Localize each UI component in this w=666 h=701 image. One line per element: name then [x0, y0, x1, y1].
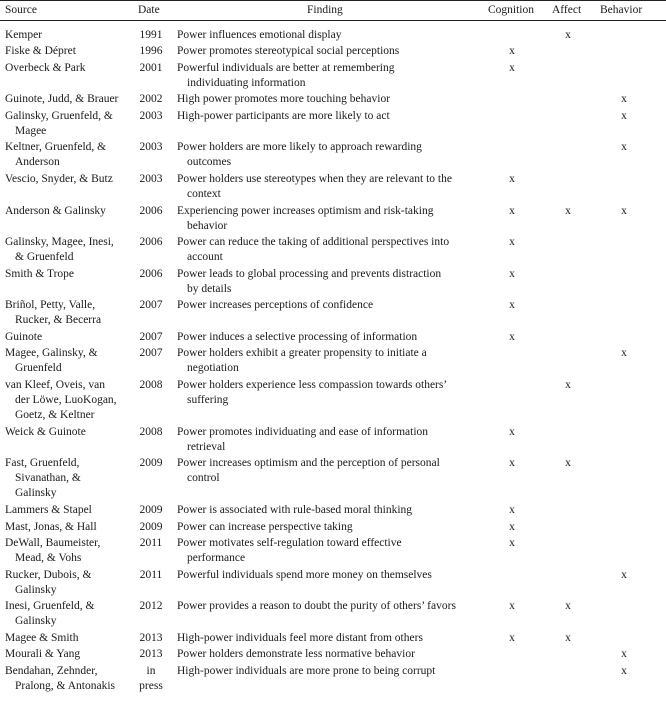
date-cell — [130, 92, 172, 107]
finding-line: behavior — [187, 219, 228, 232]
finding-line: Power holders demonstrate less normative behavior — [177, 648, 415, 661]
date-line: 2002 — [139, 93, 163, 106]
source-line: Magee, Galinsky, & — [5, 347, 98, 360]
source-line: Gruenfeld — [15, 362, 62, 375]
date-line: 2003 — [139, 109, 163, 122]
source-cell — [5, 172, 133, 187]
date-cell — [130, 456, 172, 471]
date-cell — [130, 44, 172, 59]
source-line: Goetz, & Keltner — [15, 409, 95, 421]
cognition-mark: x — [509, 173, 515, 185]
source-cell — [5, 204, 133, 219]
source-line: Smith & Trope — [5, 267, 75, 280]
finding-cell — [177, 298, 477, 313]
finding-line: Powerful individuals are better at remembering — [177, 61, 395, 74]
finding-cell — [177, 536, 477, 566]
finding-line: context — [187, 188, 221, 200]
finding-cell — [177, 631, 477, 646]
date-cell — [130, 631, 172, 646]
source-line: & Gruenfeld — [15, 251, 74, 264]
source-cell — [5, 44, 133, 59]
source-line: Galinsky — [15, 487, 57, 500]
source-cell — [5, 235, 133, 265]
behavior-mark: x — [621, 109, 627, 122]
finding-cell — [177, 664, 477, 679]
source-line: Inesi, Gruenfeld, & — [5, 600, 95, 613]
finding-line: suffering — [187, 394, 229, 406]
source-line: Magee & Smith — [5, 631, 79, 644]
finding-line: Power leads to global processing and prevents distraction — [177, 267, 442, 280]
source-cell — [5, 61, 133, 76]
date-line: 2009 — [139, 520, 163, 533]
date-cell — [130, 172, 172, 187]
date-cell — [130, 536, 172, 551]
cognition-mark: x — [509, 537, 515, 549]
header-finding: Finding — [307, 4, 343, 16]
source-line: Anderson — [15, 156, 60, 169]
source-cell — [5, 664, 133, 694]
source-line: Guinote — [5, 331, 43, 343]
finding-cell — [177, 378, 477, 408]
source-line: Galinsky, Gruenfeld, & — [5, 109, 113, 122]
affect-mark: x — [565, 600, 571, 613]
affect-mark: x — [565, 29, 571, 41]
source-line: der Löwe, LuoKogan, — [15, 394, 117, 406]
source-cell — [5, 568, 133, 598]
finding-cell — [177, 235, 477, 265]
source-cell — [5, 140, 133, 170]
affect-mark: x — [565, 379, 571, 391]
source-line: Kemper — [5, 29, 43, 41]
finding-cell — [177, 140, 477, 170]
cognition-mark: x — [509, 631, 515, 644]
source-cell — [5, 647, 133, 662]
source-line: Vescio, Snyder, & Butz — [5, 173, 113, 185]
behavior-mark: x — [621, 204, 627, 217]
source-line: Galinsky — [15, 615, 57, 628]
finding-line: Power provides a reason to doubt the purity of others’ favors — [177, 600, 456, 613]
finding-cell — [177, 568, 477, 583]
date-cell — [130, 28, 172, 43]
source-line: Anderson & Galinsky — [5, 204, 106, 217]
source-cell — [5, 92, 133, 107]
date-line: 1996 — [139, 45, 163, 58]
cognition-mark: x — [509, 267, 515, 280]
date-line: 2008 — [139, 379, 163, 391]
finding-line: Power holders are more likely to approach rewarding — [177, 141, 422, 154]
cognition-mark: x — [509, 504, 515, 517]
date-cell — [130, 61, 172, 76]
finding-cell — [177, 599, 477, 614]
source-line: Sivanathan, & — [15, 472, 81, 485]
finding-line: negotiation — [187, 362, 239, 375]
finding-line: High power promotes more touching behavior — [177, 93, 391, 106]
finding-line: Power increases perceptions of confidence — [177, 299, 374, 312]
date-cell — [130, 520, 172, 535]
cognition-mark: x — [509, 45, 515, 58]
date-line: 2008 — [139, 425, 163, 438]
source-cell — [5, 109, 133, 139]
cognition-mark: x — [509, 425, 515, 438]
source-line: Briñol, Petty, Valle, — [5, 299, 96, 312]
date-line: 2009 — [139, 504, 163, 517]
behavior-mark: x — [621, 93, 627, 106]
source-cell — [5, 503, 133, 518]
date-line: 2013 — [139, 631, 163, 644]
date-cell — [130, 568, 172, 583]
source-cell — [5, 520, 133, 535]
finding-line: retrieval — [187, 440, 226, 453]
finding-cell — [177, 44, 477, 59]
date-cell — [130, 647, 172, 662]
cognition-mark: x — [509, 61, 515, 74]
date-cell — [130, 109, 172, 124]
date-line: 2009 — [139, 457, 163, 470]
date-line: press — [139, 679, 163, 692]
finding-line: by details — [187, 282, 232, 295]
finding-line: outcomes — [187, 156, 232, 169]
source-cell — [5, 267, 133, 282]
date-line: 2006 — [139, 236, 163, 249]
date-line: 2003 — [139, 173, 163, 185]
source-cell — [5, 599, 133, 629]
finding-line: Power induces a selective processing of information — [177, 331, 418, 343]
finding-line: Power promotes stereotypical social perceptions — [177, 45, 400, 58]
date-cell — [130, 378, 172, 393]
header-behavior: Behavior — [600, 4, 643, 16]
top-rule — [0, 0, 666, 1]
date-cell — [130, 346, 172, 361]
source-line: Bendahan, Zehnder, — [5, 664, 98, 677]
finding-cell — [177, 330, 477, 345]
finding-line: Power can reduce the taking of additional perspectives into — [177, 236, 450, 249]
header-date: Date — [138, 4, 160, 16]
finding-cell — [177, 503, 477, 518]
source-line: Fast, Gruenfeld, — [5, 457, 80, 470]
finding-cell — [177, 61, 477, 91]
behavior-mark: x — [621, 648, 627, 661]
source-cell — [5, 631, 133, 646]
finding-cell — [177, 172, 477, 202]
cognition-mark: x — [509, 457, 515, 470]
affect-mark: x — [565, 631, 571, 644]
finding-line: Experiencing power increases optimism and risk-taking — [177, 204, 434, 217]
source-line: Mead, & Vohs — [15, 552, 82, 564]
finding-line: Power promotes individuating and ease of information — [177, 425, 429, 438]
finding-line: Power can increase perspective taking — [177, 520, 353, 533]
finding-cell — [177, 647, 477, 662]
date-cell — [130, 330, 172, 345]
date-line: 2011 — [139, 568, 163, 581]
source-line: Magee — [15, 124, 47, 137]
date-cell — [130, 298, 172, 313]
behavior-mark: x — [621, 664, 627, 677]
finding-line: individuating information — [187, 76, 306, 89]
finding-line: account — [187, 251, 223, 264]
source-cell — [5, 298, 133, 328]
date-cell — [130, 503, 172, 518]
source-line: Keltner, Gruenfeld, & — [5, 141, 107, 154]
header-affect: Affect — [552, 4, 582, 16]
header-cognition: Cognition — [488, 4, 535, 16]
date-line: 2003 — [139, 141, 163, 154]
date-line: 2006 — [139, 267, 163, 280]
finding-line: performance — [187, 552, 246, 564]
finding-line: Power motivates self-regulation toward effective — [177, 537, 402, 549]
date-line: 2007 — [139, 331, 163, 343]
source-line: Pralong, & Antonakis — [15, 679, 115, 692]
source-cell — [5, 536, 133, 566]
finding-cell — [177, 267, 477, 297]
cognition-mark: x — [509, 331, 515, 343]
finding-cell — [177, 520, 477, 535]
date-line: 2001 — [139, 61, 163, 74]
date-cell — [130, 267, 172, 282]
finding-line: Power holders experience less compassion towards others’ — [177, 379, 448, 391]
finding-cell — [177, 425, 477, 455]
source-line: van Kleef, Oveis, van — [5, 379, 105, 391]
finding-cell — [177, 456, 477, 486]
date-line: 2013 — [139, 648, 163, 661]
date-cell — [130, 425, 172, 440]
finding-line: Power holders exhibit a greater propensity to initiate a — [177, 347, 427, 360]
source-line: Mourali & Yang — [5, 648, 81, 661]
cognition-mark: x — [509, 600, 515, 613]
source-cell — [5, 330, 133, 345]
source-line: Rucker, Dubois, & — [5, 568, 92, 581]
finding-line: High-power participants are more likely to act — [177, 109, 390, 122]
behavior-mark: x — [621, 141, 627, 154]
finding-line: Power holders use stereotypes when they are relevant to the — [177, 173, 452, 185]
date-cell — [130, 204, 172, 219]
date-cell — [130, 140, 172, 155]
finding-line: Power increases optimism and the perception of personal — [177, 457, 440, 470]
date-cell — [130, 664, 172, 694]
source-line: Weick & Guinote — [5, 425, 86, 438]
finding-line: High-power individuals feel more distant from others — [177, 631, 423, 644]
finding-cell — [177, 28, 477, 43]
date-line: 1991 — [139, 29, 163, 41]
source-line: DeWall, Baumeister, — [5, 537, 101, 549]
finding-line: Power influences emotional display — [177, 29, 342, 41]
date-line: in — [146, 664, 156, 677]
finding-line: High-power individuals are more prone to being corrupt — [177, 664, 436, 677]
source-cell — [5, 378, 133, 423]
finding-line: Powerful individuals spend more money on themselves — [177, 568, 432, 581]
date-line: 2007 — [139, 299, 163, 312]
source-cell — [5, 28, 133, 43]
date-line: 2006 — [139, 204, 163, 217]
cognition-mark: x — [509, 299, 515, 312]
header-source: Source — [5, 4, 37, 16]
date-cell — [130, 599, 172, 614]
source-line: Guinote, Judd, & Brauer — [5, 93, 119, 106]
source-cell — [5, 346, 133, 376]
source-line: Rucker, & Becerra — [15, 314, 102, 327]
source-line: Lammers & Stapel — [5, 504, 92, 517]
source-cell — [5, 456, 133, 501]
source-line: Galinsky, Magee, Inesi, — [5, 236, 114, 249]
source-line: Overbeck & Park — [5, 61, 86, 74]
behavior-mark: x — [621, 568, 627, 581]
finding-cell — [177, 109, 477, 124]
finding-line: Power is associated with rule-based moral thinking — [177, 504, 413, 517]
header-rule — [0, 20, 666, 21]
finding-cell — [177, 204, 477, 234]
affect-mark: x — [565, 204, 571, 217]
finding-cell — [177, 346, 477, 376]
date-line: 2007 — [139, 347, 163, 360]
date-cell — [130, 235, 172, 250]
finding-line: control — [187, 472, 220, 485]
source-line: Galinsky — [15, 583, 57, 596]
cognition-mark: x — [509, 520, 515, 533]
finding-cell — [177, 92, 477, 107]
source-cell — [5, 425, 133, 440]
source-line: Mast, Jonas, & Hall — [5, 520, 97, 533]
date-line: 2011 — [139, 537, 163, 549]
source-line: Fiske & Dépret — [5, 45, 76, 58]
cognition-mark: x — [509, 204, 515, 217]
affect-mark: x — [565, 457, 571, 470]
behavior-mark: x — [621, 347, 627, 360]
date-line: 2012 — [139, 600, 163, 613]
cognition-mark: x — [509, 236, 515, 249]
